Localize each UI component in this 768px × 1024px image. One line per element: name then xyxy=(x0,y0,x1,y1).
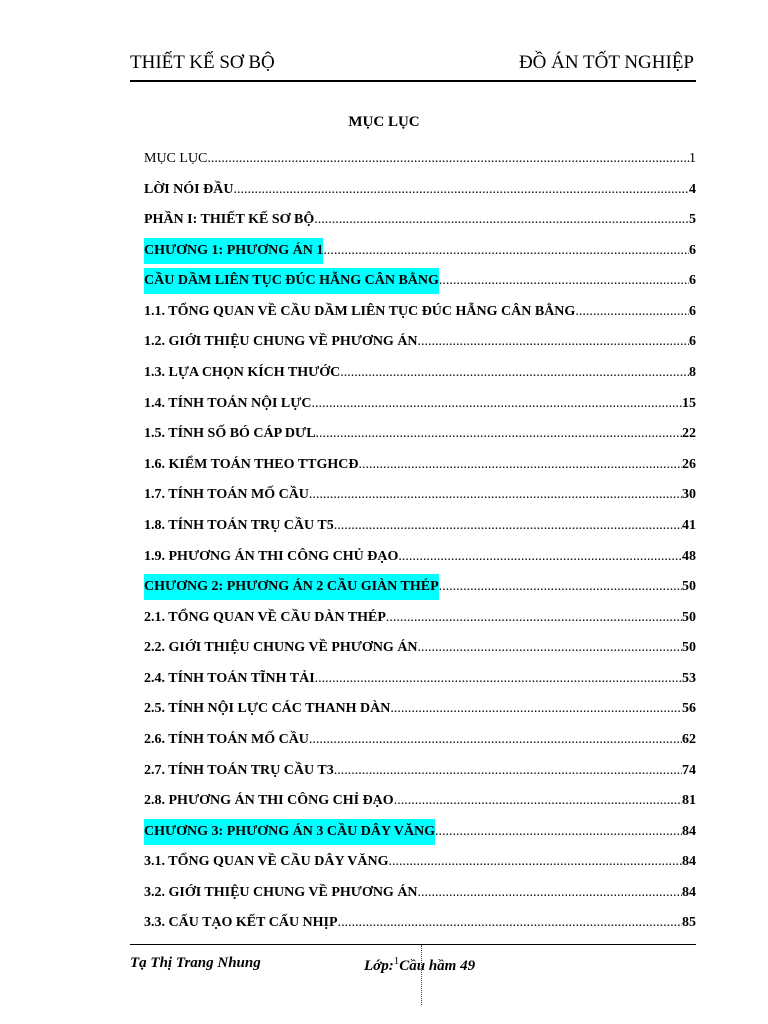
toc-entry-label: 1.3. LỰA CHỌN KÍCH THƯỚC xyxy=(144,365,341,381)
footer-class-prefix: Lớp: xyxy=(364,958,394,974)
toc-entry-label: 1.7. TÍNH TOÁN MỐ CẦU xyxy=(144,487,309,503)
footer-author: Tạ Thị Trang Nhung xyxy=(130,955,261,971)
toc-dot-leader xyxy=(207,146,689,172)
toc-entry[interactable] xyxy=(144,207,696,238)
toc-entry-label: LỜI NÓI ĐẦU xyxy=(144,181,234,197)
toc-dot-leader xyxy=(390,696,682,722)
toc-entry[interactable] xyxy=(144,727,696,758)
toc-entry[interactable] xyxy=(144,513,696,544)
footer-divider xyxy=(421,945,423,1005)
toc-entry-page: 50 xyxy=(682,640,696,656)
toc-dot-leader xyxy=(309,482,682,508)
toc-entry-label: CHƯƠNG 3: PHƯƠNG ÁN 3 CẦU DÂY VĂNG xyxy=(144,819,435,845)
toc-entry-page: 26 xyxy=(682,456,696,472)
toc-entry-label: CHƯƠNG 2: PHƯƠNG ÁN 2 CẦU GIÀN THÉP xyxy=(144,574,439,600)
toc-entry[interactable] xyxy=(144,544,696,575)
toc-entry-label: CẦU DẦM LIÊN TỤC ĐÚC HẪNG CÂN BẰNG xyxy=(144,268,439,294)
toc-heading: MỤC LỤC xyxy=(348,114,420,130)
toc-dot-leader xyxy=(389,849,682,875)
toc-entry-page: 85 xyxy=(682,915,696,931)
footer-page-number: 1 xyxy=(393,955,400,967)
toc-dot-leader xyxy=(340,360,689,386)
toc-entry[interactable] xyxy=(144,666,696,697)
toc-entry-page: 22 xyxy=(682,426,696,442)
toc-dot-leader xyxy=(435,819,682,845)
toc-dot-leader xyxy=(418,329,689,355)
toc-dot-leader xyxy=(398,544,682,570)
toc-entry[interactable] xyxy=(144,421,696,452)
toc-entry-label: 3.3. CẤU TẠO KẾT CẤU NHỊP xyxy=(144,915,338,931)
toc-entry-page: 74 xyxy=(682,762,696,778)
toc-entry[interactable] xyxy=(144,299,696,330)
toc-entry[interactable] xyxy=(144,146,696,177)
toc-dot-leader xyxy=(394,788,682,814)
toc-entry-label: 1.6. KIỂM TOÁN THEO TTGHCĐ xyxy=(144,456,359,472)
toc-dot-leader xyxy=(316,421,682,447)
toc-entry-page: 6 xyxy=(689,273,696,289)
toc-entry-label: 3.1. TỔNG QUAN VỀ CẦU DÂY VĂNG xyxy=(144,854,389,870)
toc-entry-page: 62 xyxy=(682,731,696,747)
toc-entry-page: 56 xyxy=(682,701,696,717)
table-of-contents xyxy=(144,146,696,941)
toc-entry[interactable] xyxy=(144,391,696,422)
toc-entry-page: 53 xyxy=(682,670,696,686)
toc-entry-page: 30 xyxy=(682,487,696,503)
toc-dot-leader xyxy=(315,666,682,692)
toc-entry-label: 1.1. TỔNG QUAN VỀ CẦU DẦM LIÊN TỤC ĐÚC HẪNG CÂN BẰNG xyxy=(144,303,576,319)
toc-dot-leader xyxy=(334,758,682,784)
toc-entry-label: 2.1. TỔNG QUAN VỀ CẦU DÀN THÉP xyxy=(144,609,386,625)
footer-class xyxy=(364,955,475,975)
toc-entry-label: 1.5. TÍNH SỐ BÓ CÁP DƯL xyxy=(144,426,316,442)
toc-entry-label: 1.4. TÍNH TOÁN NỘI LỰC xyxy=(144,395,312,411)
toc-entry-label: 3.2. GIỚI THIỆU CHUNG VỀ PHƯƠNG ÁN xyxy=(144,884,418,900)
header-right-title: ĐỒ ÁN TỐT NGHIỆP xyxy=(518,52,694,73)
toc-entry-page: 41 xyxy=(682,517,696,533)
toc-entry-label: 2.7. TÍNH TOÁN TRỤ CẦU T3 xyxy=(144,762,334,778)
toc-entry-label: 1.9. PHƯƠNG ÁN THI CÔNG CHỦ ĐẠO xyxy=(144,548,399,564)
toc-entry[interactable] xyxy=(144,360,696,391)
toc-dot-leader xyxy=(309,727,682,753)
toc-entry-page: 84 xyxy=(682,884,696,900)
toc-entry-page: 4 xyxy=(689,181,696,197)
toc-dot-leader xyxy=(338,910,682,936)
toc-dot-leader xyxy=(418,880,682,906)
header-left-title: THIẾT KẾ SƠ BỘ xyxy=(130,52,275,73)
toc-entry-label: MỤC LỤC xyxy=(144,151,208,166)
toc-entry[interactable] xyxy=(144,910,696,941)
toc-entry-page: 84 xyxy=(682,854,696,870)
toc-entry-page: 6 xyxy=(689,242,696,258)
toc-dot-leader xyxy=(233,177,689,203)
toc-dot-leader xyxy=(334,513,682,539)
toc-entry-label: 2.4. TÍNH TOÁN TĨNH TẢI xyxy=(144,670,315,686)
toc-entry-page: 5 xyxy=(689,212,696,228)
toc-dot-leader xyxy=(439,268,689,294)
toc-entry-page: 81 xyxy=(682,793,696,809)
toc-entry-page: 8 xyxy=(689,365,696,381)
toc-entry[interactable] xyxy=(144,635,696,666)
toc-entry-page: 1 xyxy=(689,151,696,166)
toc-dot-leader xyxy=(314,207,689,233)
toc-entry[interactable] xyxy=(144,696,696,727)
toc-entry[interactable] xyxy=(144,880,696,911)
toc-dot-leader xyxy=(358,452,682,478)
toc-entry-label: 2.5. TÍNH NỘI LỰC CÁC THANH DÀN xyxy=(144,701,391,717)
toc-entry[interactable] xyxy=(144,605,696,636)
toc-dot-leader xyxy=(439,574,682,600)
toc-entry-page: 15 xyxy=(682,395,696,411)
toc-entry-label: 1.2. GIỚI THIỆU CHUNG VỀ PHƯƠNG ÁN xyxy=(144,334,418,350)
toc-entry[interactable] xyxy=(144,238,696,269)
toc-entry[interactable] xyxy=(144,268,696,299)
toc-entry-page: 6 xyxy=(689,334,696,350)
page-footer xyxy=(130,944,696,979)
toc-dot-leader xyxy=(575,299,689,325)
toc-entry[interactable] xyxy=(144,574,696,605)
toc-entry[interactable] xyxy=(144,788,696,819)
toc-entry[interactable] xyxy=(144,452,696,483)
toc-entry-page: 50 xyxy=(682,609,696,625)
toc-entry-page: 6 xyxy=(689,303,696,319)
toc-entry[interactable] xyxy=(144,177,696,208)
toc-entry[interactable] xyxy=(144,819,696,850)
toc-dot-leader xyxy=(323,238,689,264)
toc-entry-label: PHẦN I: THIẾT KẾ SƠ BỘ xyxy=(144,212,315,228)
toc-entry-label: CHƯƠNG 1: PHƯƠNG ÁN 1 xyxy=(144,238,323,264)
toc-entry-page: 50 xyxy=(682,579,696,595)
toc-entry-page: 48 xyxy=(682,548,696,564)
page-header xyxy=(130,50,696,82)
toc-entry[interactable] xyxy=(144,482,696,513)
toc-dot-leader xyxy=(386,605,682,631)
toc-entry[interactable] xyxy=(144,758,696,789)
toc-entry-page: 84 xyxy=(682,823,696,839)
toc-dot-leader xyxy=(312,391,682,417)
toc-entry-label: 2.2. GIỚI THIỆU CHUNG VỀ PHƯƠNG ÁN xyxy=(144,640,418,656)
footer-class-name: Cầu hầm 49 xyxy=(399,958,476,974)
toc-entry-label: 1.8. TÍNH TOÁN TRỤ CẦU T5 xyxy=(144,517,334,533)
toc-entry[interactable] xyxy=(144,849,696,880)
toc-dot-leader xyxy=(418,635,682,661)
toc-entry[interactable] xyxy=(144,329,696,360)
toc-entry-label: 2.8. PHƯƠNG ÁN THI CÔNG CHỈ ĐẠO xyxy=(144,793,394,809)
toc-entry-label: 2.6. TÍNH TOÁN MỐ CẦU xyxy=(144,731,309,747)
